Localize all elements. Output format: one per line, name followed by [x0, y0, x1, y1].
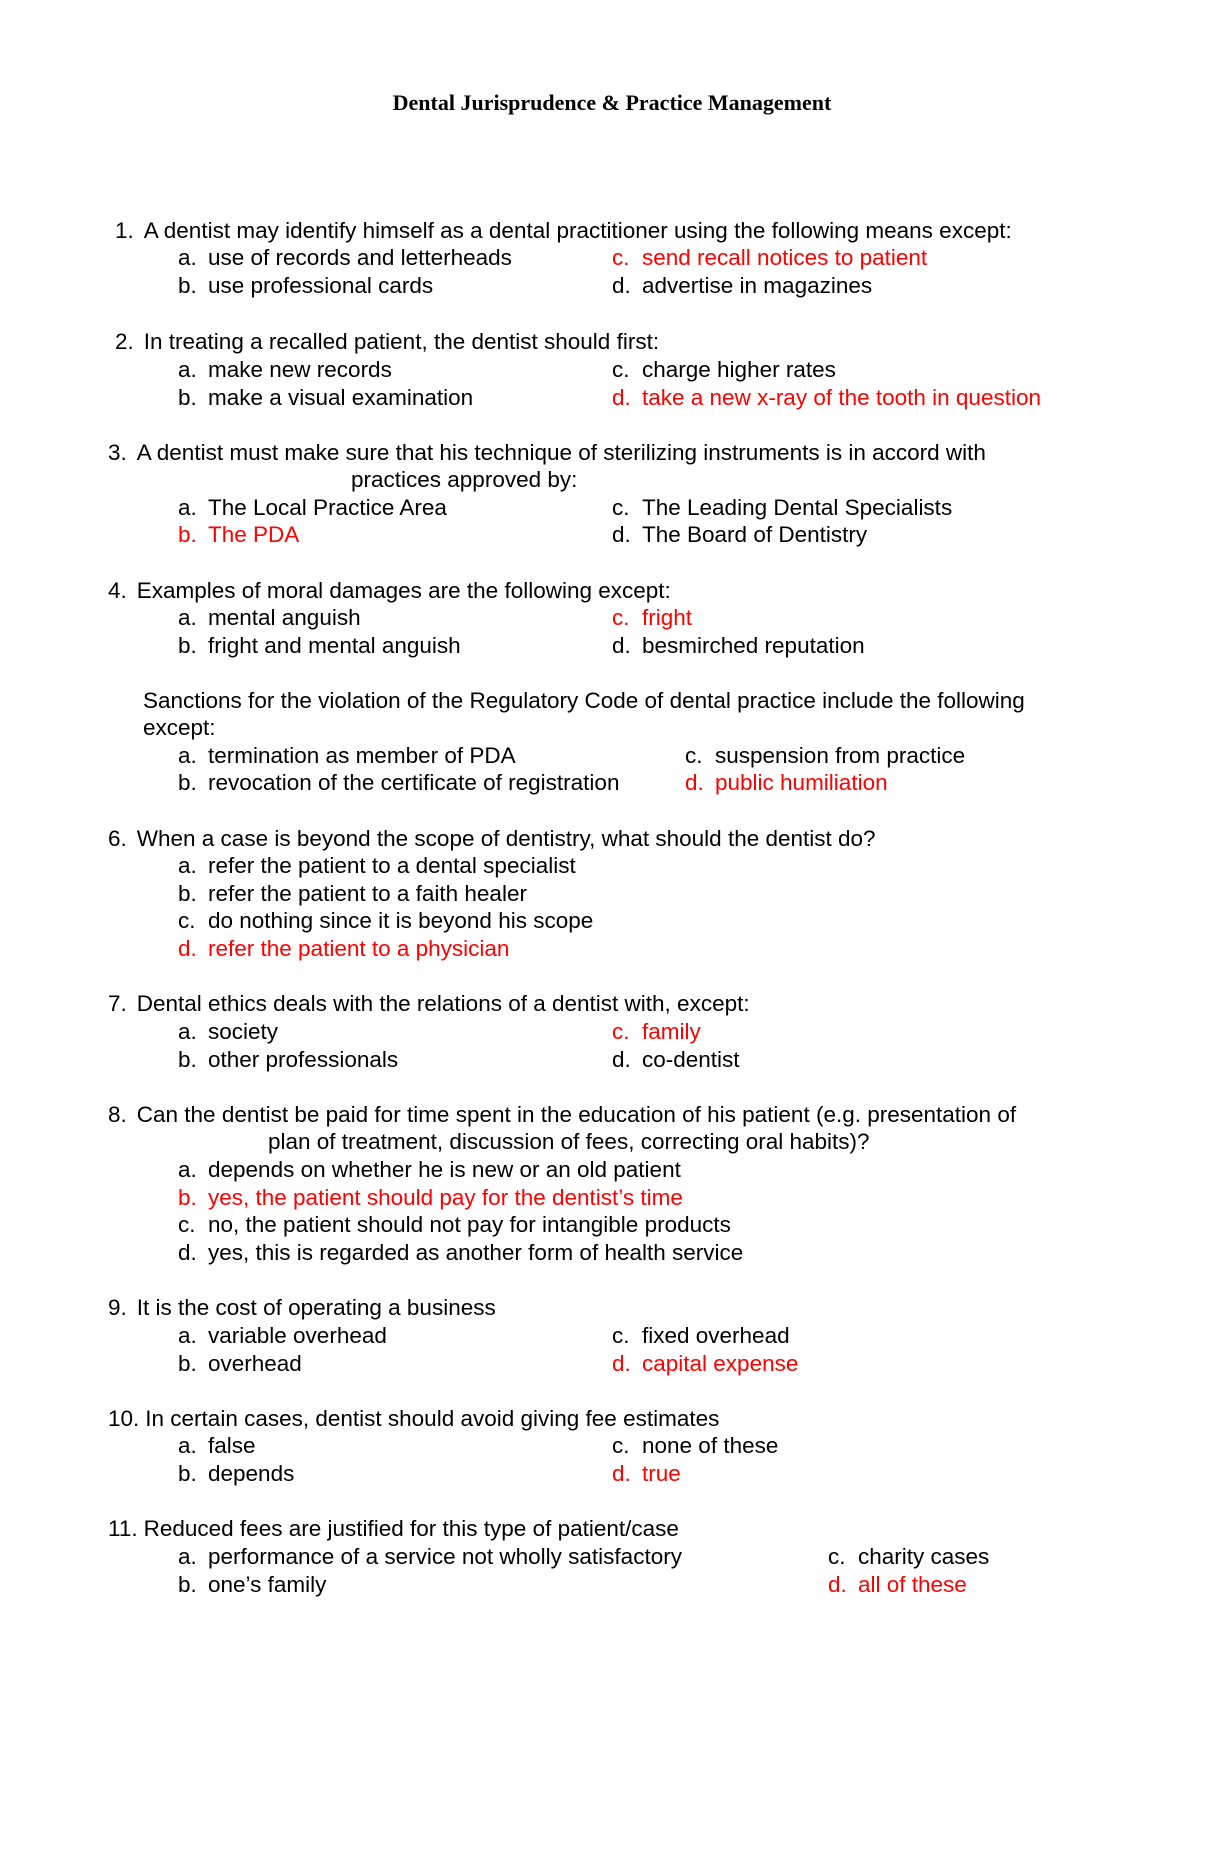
answer-option: [178, 1543, 682, 1571]
question-stem-line: [108, 1405, 719, 1433]
option-text: public humiliation: [715, 770, 888, 795]
answer-option: [828, 1571, 967, 1599]
option-text: depends on whether he is new or an old patient: [208, 1157, 681, 1182]
answer-option: [612, 356, 836, 384]
option-letter: c.: [612, 1433, 630, 1458]
answer-option: [685, 742, 965, 770]
question-text: Can the dentist be paid for time spent in the education of his patient (e.g. presentation of: [136, 1102, 1017, 1127]
option-letter: a.: [178, 1157, 197, 1182]
question-text: except:: [143, 715, 216, 740]
option-letter: c.: [612, 1019, 630, 1044]
answer-option: [178, 356, 392, 384]
option-text: false: [208, 1433, 256, 1458]
answer-option: [178, 494, 447, 522]
option-text: one’s family: [208, 1572, 327, 1597]
option-text: send recall notices to patient: [642, 245, 928, 270]
option-text: yes, the patient should pay for the dentist’s time: [208, 1185, 683, 1210]
question-text: In treating a recalled patient, the dentist should first:: [143, 329, 660, 354]
question-number: 1.: [115, 218, 134, 243]
answer-option: [612, 1350, 798, 1378]
document-title: Dental Jurisprudence & Practice Management: [392, 90, 832, 115]
option-text: other professionals: [208, 1047, 399, 1072]
answer-option: [178, 521, 299, 549]
option-letter: b.: [178, 633, 197, 658]
question-number: 8.: [108, 1102, 127, 1127]
option-text: do nothing since it is beyond his scope: [208, 908, 594, 933]
answer-option: [612, 1322, 790, 1350]
question-stem-line: [108, 577, 671, 605]
option-letter: c.: [612, 357, 630, 382]
question-text: A dentist must make sure that his technique of sterilizing instruments is in accord with: [136, 440, 986, 465]
option-letter: a.: [178, 357, 197, 382]
option-letter: c.: [612, 1323, 630, 1348]
question-text: It is the cost of operating a business: [136, 1295, 496, 1320]
option-text: true: [642, 1461, 681, 1486]
answer-option: [612, 521, 867, 549]
option-letter: b.: [178, 1572, 197, 1597]
answer-option: [178, 852, 576, 880]
question-number: 10.: [108, 1406, 140, 1431]
answer-option: [612, 1460, 681, 1488]
option-letter: a.: [178, 1019, 197, 1044]
option-letter: d.: [685, 770, 704, 795]
option-text: The PDA: [208, 522, 300, 547]
answer-option: [178, 1046, 398, 1074]
answer-option: [178, 272, 433, 300]
answer-option: [178, 1239, 743, 1267]
option-letter: d.: [178, 936, 197, 961]
option-letter: a.: [178, 1544, 197, 1569]
option-text: make new records: [208, 357, 392, 382]
option-letter: d.: [612, 385, 631, 410]
question-number: 4.: [108, 578, 127, 603]
answer-option: [178, 935, 509, 963]
option-text: refer the patient to a dental specialist: [208, 853, 576, 878]
question-stem-line: [108, 1515, 679, 1543]
question-stem-line: [115, 217, 1012, 245]
option-letter: c.: [828, 1544, 846, 1569]
answer-option: [612, 1432, 778, 1460]
question-text: Reduced fees are justified for this type of patient/case: [143, 1516, 679, 1541]
option-text: overhead: [208, 1351, 302, 1376]
question-number: 6.: [108, 826, 127, 851]
option-letter: a.: [178, 1433, 197, 1458]
question-text: When a case is beyond the scope of dentistry, what should the dentist do?: [136, 826, 876, 851]
option-text: The Board of Dentistry: [642, 522, 868, 547]
option-letter: c.: [685, 743, 703, 768]
answer-option: [178, 907, 593, 935]
option-text: make a visual examination: [208, 385, 474, 410]
option-letter: a.: [178, 495, 197, 520]
option-letter: c.: [612, 495, 630, 520]
answer-option: [612, 384, 1041, 412]
option-text: all of these: [858, 1572, 967, 1597]
option-text: no, the patient should not pay for intangible products: [208, 1212, 731, 1237]
answer-option: [178, 1571, 326, 1599]
option-text: use of records and letterheads: [208, 245, 512, 270]
question-stem-line: [108, 990, 750, 1018]
answer-option: [178, 1156, 681, 1184]
option-text: co-dentist: [642, 1047, 740, 1072]
answer-option: [612, 604, 692, 632]
question-number: 7.: [108, 991, 127, 1016]
answer-option: [178, 1322, 387, 1350]
answer-option: [178, 384, 473, 412]
question-text: In certain cases, dentist should avoid giving fee estimates: [145, 1406, 720, 1431]
option-text: take a new x-ray of the tooth in question: [642, 385, 1041, 410]
option-text: capital expense: [642, 1351, 799, 1376]
answer-option: [178, 1460, 294, 1488]
option-text: revocation of the certificate of registration: [208, 770, 620, 795]
option-text: fright and mental anguish: [208, 633, 461, 658]
option-letter: b.: [178, 522, 197, 547]
option-text: charity cases: [858, 1544, 990, 1569]
answer-option: [178, 1018, 278, 1046]
answer-option: [178, 604, 361, 632]
answer-option: [178, 244, 512, 272]
answer-option: [178, 1184, 683, 1212]
answer-option: [178, 880, 527, 908]
answer-option: [178, 1211, 731, 1239]
answer-option: [685, 769, 888, 797]
option-text: termination as member of PDA: [208, 743, 516, 768]
answer-option: [612, 632, 865, 660]
option-text: fright: [642, 605, 693, 630]
option-letter: a.: [178, 743, 197, 768]
question-text: practices approved by:: [351, 467, 578, 492]
question-stem-line: [143, 687, 1025, 715]
option-letter: d.: [612, 1047, 631, 1072]
option-letter: b.: [178, 1461, 197, 1486]
answer-option: [178, 742, 516, 770]
question-stem-line: [108, 825, 876, 853]
option-letter: d.: [828, 1572, 847, 1597]
option-letter: c.: [178, 908, 196, 933]
option-letter: b.: [178, 770, 197, 795]
option-letter: d.: [612, 1351, 631, 1376]
option-text: refer the patient to a physician: [208, 936, 510, 961]
answer-option: [612, 272, 872, 300]
option-text: suspension from practice: [715, 743, 966, 768]
option-letter: b.: [178, 1351, 197, 1376]
option-letter: c.: [178, 1212, 196, 1237]
option-text: yes, this is regarded as another form of health service: [208, 1240, 744, 1265]
option-text: The Leading Dental Specialists: [642, 495, 953, 520]
option-letter: b.: [178, 881, 197, 906]
answer-option: [612, 244, 927, 272]
option-letter: d.: [612, 1461, 631, 1486]
option-text: variable overhead: [208, 1323, 387, 1348]
option-letter: a.: [178, 1323, 197, 1348]
answer-option: [612, 494, 952, 522]
option-text: besmirched reputation: [642, 633, 865, 658]
option-text: fixed overhead: [642, 1323, 790, 1348]
question-number: 3.: [108, 440, 127, 465]
option-text: none of these: [642, 1433, 779, 1458]
option-text: performance of a service not wholly satisfactory: [208, 1544, 682, 1569]
question-stem-line: [143, 714, 216, 742]
question-stem-line: [268, 1128, 870, 1156]
answer-option: [178, 769, 619, 797]
question-number: 9.: [108, 1295, 127, 1320]
option-letter: b.: [178, 385, 197, 410]
option-letter: c.: [612, 605, 630, 630]
answer-option: [178, 1350, 302, 1378]
question-number: 2.: [115, 329, 134, 354]
question-text: Dental ethics deals with the relations of a dentist with, except:: [136, 991, 750, 1016]
option-text: charge higher rates: [642, 357, 836, 382]
option-letter: a.: [178, 853, 197, 878]
question-stem-line: [351, 466, 577, 494]
option-letter: d.: [612, 522, 631, 547]
option-text: use professional cards: [208, 273, 434, 298]
option-letter: a.: [178, 605, 197, 630]
answer-option: [612, 1046, 740, 1074]
question-stem-line: [108, 1294, 496, 1322]
option-text: depends: [208, 1461, 295, 1486]
answer-option: [178, 632, 461, 660]
option-letter: d.: [178, 1240, 197, 1265]
option-letter: b.: [178, 1185, 197, 1210]
option-letter: b.: [178, 1047, 197, 1072]
option-letter: d.: [612, 633, 631, 658]
question-number: 11.: [108, 1516, 138, 1541]
option-letter: c.: [612, 245, 630, 270]
option-text: refer the patient to a faith healer: [208, 881, 527, 906]
option-letter: d.: [612, 273, 631, 298]
question-stem-line: [108, 439, 986, 467]
answer-option: [178, 1432, 256, 1460]
option-text: society: [208, 1019, 279, 1044]
question-stem-line: [115, 328, 659, 356]
option-text: mental anguish: [208, 605, 361, 630]
option-letter: a.: [178, 245, 197, 270]
option-letter: b.: [178, 273, 197, 298]
option-text: family: [642, 1019, 701, 1044]
answer-option: [612, 1018, 701, 1046]
question-text: A dentist may identify himself as a dental practitioner using the following means except:: [143, 218, 1012, 243]
question-stem-line: [108, 1101, 1016, 1129]
answer-option: [828, 1543, 989, 1571]
question-text: Sanctions for the violation of the Regulatory Code of dental practice include the following: [143, 688, 1025, 713]
option-text: advertise in magazines: [642, 273, 873, 298]
option-text: The Local Practice Area: [208, 495, 447, 520]
question-text: Examples of moral damages are the following except:: [136, 578, 671, 603]
question-text: plan of treatment, discussion of fees, correcting oral habits)?: [268, 1129, 870, 1154]
